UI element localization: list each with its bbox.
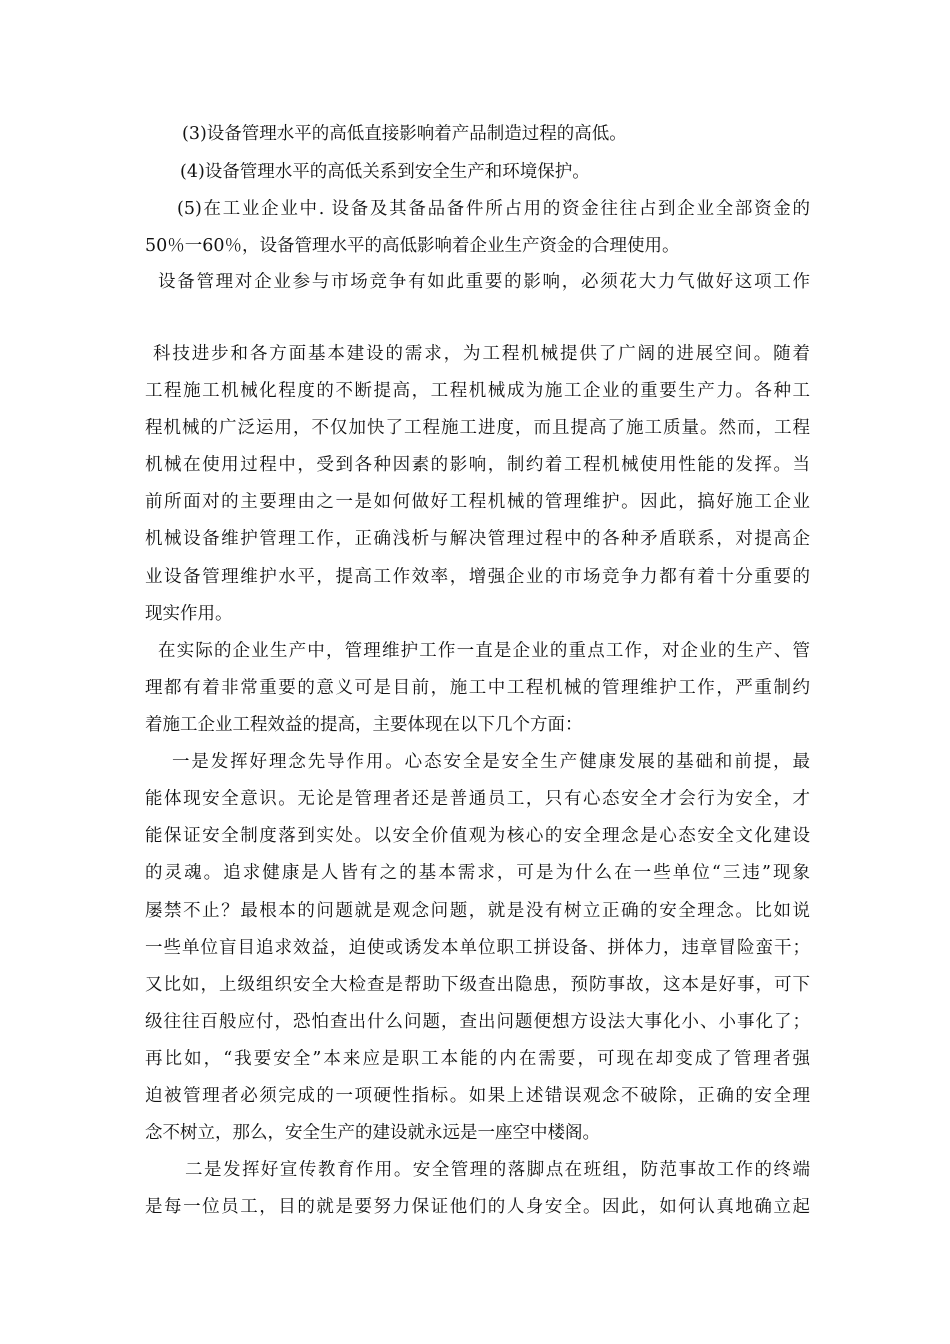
text-line: 一些单位盲目追求效益，迫使或诱发本单位职工拼设备、拼体力，违章冒险蛮干； (145, 938, 810, 958)
text-line: 又比如，上级组织安全大检查是帮助下级查出隐患，预防事故，这本是好事，可下 (145, 975, 810, 995)
text-line: (5)在工业企业中. 设备及其备品备件所占用的资金往往占到企业全部资金的 (177, 199, 810, 219)
text-line: 设备管理对企业参与市场竞争有如此重要的影响，必须花大力气做好这项工作 (158, 272, 810, 292)
text-line: 能体现安全意识。无论是管理者还是普通员工，只有心态安全才会行为安全，才 (145, 789, 810, 809)
text-line: 50％一60％，设备管理水平的高低影响着企业生产资金的合理使用。 (145, 236, 680, 256)
text-line: 机械在使用过程中，受到各种因素的影响，制约着工程机械使用性能的发挥。当 (145, 455, 810, 475)
text-line: 是每一位员工，目的就是要努力保证他们的人身安全。因此，如何认真地确立起 (145, 1197, 810, 1217)
text-line: 机械设备维护管理工作，正确浅析与解决管理过程中的各种矛盾联系，对提高企 (145, 529, 810, 549)
text-line: 现实作用。 (145, 604, 233, 624)
text-line: (4)设备管理水平的高低关系到安全生产和环境保护。 (180, 162, 590, 182)
text-line: 程机械的广泛运用，不仅加快了工程施工进度，而且提高了施工质量。然而，工程 (145, 418, 810, 438)
text-line: 工程施工机械化程度的不断提高，工程机械成为施工企业的重要生产力。各种工 (145, 381, 810, 401)
text-line: 的灵魂。追求健康是人皆有之的基本需求，可是为什么在一些单位“三违”现象 (145, 863, 810, 883)
text-line: 级往往百般应付，恐怕查出什么问题，查出问题便想方设法大事化小、小事化了； (145, 1012, 810, 1032)
text-line: 念不树立，那么，安全生产的建设就永远是一座空中楼阁。 (145, 1123, 600, 1143)
text-line: 理都有着非常重要的意义可是目前，施工中工程机械的管理维护工作，严重制约 (145, 678, 810, 698)
text-line: 着施工企业工程效益的提高，主要体现在以下几个方面： (145, 715, 583, 735)
text-line: 再比如，“我要安全”本来应是职工本能的内在需要，可现在却变成了管理者强 (145, 1049, 810, 1069)
text-line: 迫被管理者必须完成的一项硬性指标。如果上述错误观念不破除，正确的安全理 (145, 1086, 810, 1106)
text-line: 业设备管理维护水平，提高工作效率，增强企业的市场竞争力都有着十分重要的 (145, 567, 810, 587)
text-line: 二是发挥好宣传教育作用。安全管理的落脚点在班组，防范事故工作的终端 (185, 1160, 810, 1180)
text-line: (3)设备管理水平的高低直接影响着产品制造过程的高低。 (182, 124, 627, 144)
text-line: 在实际的企业生产中，管理维护工作一直是企业的重点工作，对企业的生产、管 (158, 641, 810, 661)
text-line: 前所面对的主要理由之一是如何做好工程机械的管理维护。因此，搞好施工企业 (145, 492, 810, 512)
text-line: 一是发挥好理念先导作用。心态安全是安全生产健康发展的基础和前提，最 (172, 752, 810, 772)
text-line: 能保证安全制度落到实处。以安全价值观为核心的安全理念是心态安全文化建设 (145, 826, 810, 846)
text-line: 科技进步和各方面基本建设的需求，为工程机械提供了广阔的进展空间。随着 (153, 344, 810, 364)
text-line: 屡禁不止？最根本的问题就是观念问题，就是没有树立正确的安全理念。比如说 (145, 901, 810, 921)
